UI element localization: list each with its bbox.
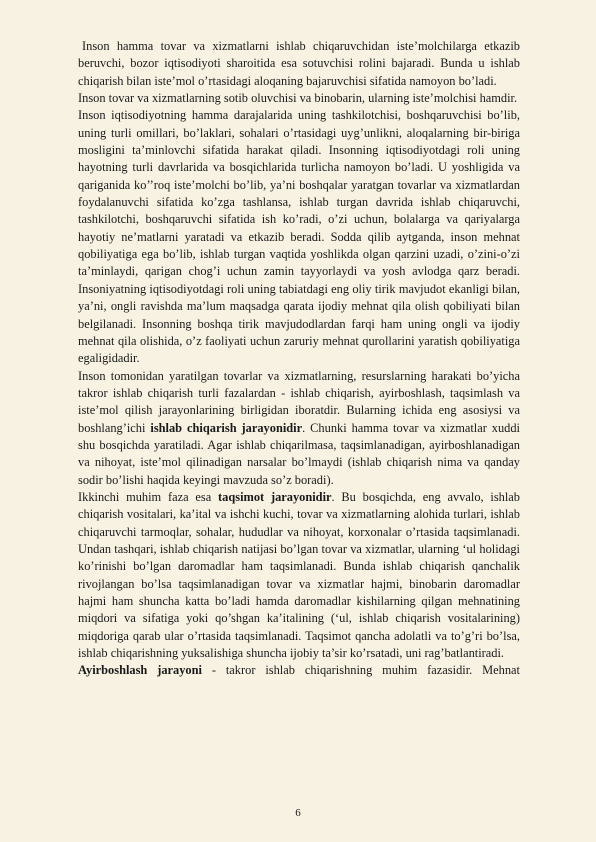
document-body xyxy=(78,38,520,680)
paragraph-5-text-a: Ikkinchi muhim faza esa xyxy=(78,489,219,504)
paragraph-4-emphasis: ishlab chiqarish jarayonidir xyxy=(150,420,303,435)
paragraph-4 xyxy=(78,368,520,489)
paragraph-3: Inson iqtisodiyotning hamma darajalarida uning tashkilotchisi, boshqaruvchisi bo’lib, uning turli omillari, bo’laklari, sohalari o’rtasidagi uyg’unlikni, aloqalarning bir-biriga mosligini ta’minlovchi sifatida harakat qiladi. Insonning iqtisodiyotdagi roli uning hayotning turli davrlarida va bosqichlarida turlicha namoyon bo’ladi. U yoshligida va qariganida ko’’roq iste’molchi bo’lib, ya’ni boshqalar yaratgan tovarlar va xizmatlardan foydalanuvchi sifatida ko’zga tashlansa, ishlab turgan davrida ishlab chiqaruvchi, tashkilotchi, boshqaruvchi sifatida ish ko’radi, o’zi uchun, bolalarga va qariyalarga hayotiy ne’matlarni yaratadi va etkazib beradi. Sodda qilib aytganda, inson mehnat qobiliyatiga ega bo’lib, ishlab turgan vaqtida yoshlikda olgan qarzini uzadi, o’zini-o’zi ta’minlaydi, qarigan chog’i uchun zamin tayyorlaydi va yosh avlodga qarz beradi. Insoniyatning iqtisodiyotdagi roli uning tabiatdagi eng oliy tirik mavjudot ekanligi bilan, ya’ni, ongli ravishda ma’lum maqsadga qarata ijodiy mehnat qila olish qobiliyati bilan belgilanadi. Insonning boshqa tirik mavjudodlardan farqi ham uning ongli va ijodiy mehnat qila olishida, o’z faoliyati uchun zaruriy mehnat qurollarini yaratish qobiliyatiga egaligidadir. xyxy=(78,108,520,366)
paragraph-5-text-b: . Bu bosqichda, eng avvalo, ishlab chiqarish vositalari, ka’ital va ishchi kuchi, tovar va xizmatlarning alohida turlari, ishlab chiqaruvchi tarmoqlar, sohalar, hududlar va nihoyat, korxonalar o’rtasida taqsimlanadi. Undan tashqari, ishlab chiqarish natijasi bo’lgan tovar va xizmatlar, ularning ‘ul holidagi ko’rinishi bo’lgan daromadlar ham taqsimlanadi. Bunda ishlab chiqarish qanchalik rivojlangan bo’lsa taqsimlanadigan tovar va xizmatlar hajmi, binobarin daromadlar hajmi ham shuncha katta bo’ladi hamda daromadlar kishilarning qilgan mehnatining miqdori va sifatiga yoki qo’shgan ka’italining (‘ul, ishlab chiqarish vositalarining) miqdoriga qarab ular o’rtasida taqsimlanadi. Taqsimot qancha adolatli va to’g’ri bo’lsa, ishlab chiqarishning yuksalishiga shuncha ijobiy ta’sir ko’rsatadi, uni rag’batlantiradi. xyxy=(78,489,521,661)
paragraph-4-text-a: Inson tomonidan yaratilgan tovarlar va xizmatlarning, resurslarning harakati bo’yicha takror ishlab chiqarish turli fazalardan - ishlab chiqarish, ayirboshlash, taqsimlash va iste’mol qilish jarayonlarining birligidan iboratdir. Bularning ichida eng asosiysi va boshlang’ichi xyxy=(78,368,520,435)
paragraph-6-emphasis: Ayirboshlash jarayoni xyxy=(78,663,202,678)
paragraph-5-emphasis: taqsimot jarayonidir xyxy=(218,489,332,504)
paragraph-4-text-b: . Chunki hamma tovar va xizmatlar xuddi shu bosqichda yaratiladi. Agar ishlab chiqarilmasa, taqsimlanadigan, ayirboshlanadigan va nihoyat, iste’mol qilinadigan narsalar bo’lmaydi (ishlab chiqarish nima va qanday sodir bo’lishi haqida keyingi mavzuda so’z boradi). xyxy=(78,420,521,487)
paragraph-6 xyxy=(78,662,520,679)
paragraph-5 xyxy=(78,489,520,662)
page-number: 6 xyxy=(295,807,301,819)
paragraph-2: Inson tovar va xizmatlarning sotib oluvchisi va binobarin, ularning iste’molchisi hamdir. xyxy=(78,91,518,106)
paragraph-1: Inson hamma tovar va xizmatlarni ishlab chiqaruvchidan iste’molchilarga etkazib beruvchi, bozor iqtisodiyoti sharoitida esa sotuvchisi rolini bajaradi. Bunda u ishlab chiqarish bilan iste’mol o’rtasidagi aloqaning bajaruvchisi sifatida namoyon bo’ladi. xyxy=(78,39,520,88)
paragraph-6-text: - takror ishlab chiqarishning muhim fazasidir. Mehnat xyxy=(201,663,520,678)
